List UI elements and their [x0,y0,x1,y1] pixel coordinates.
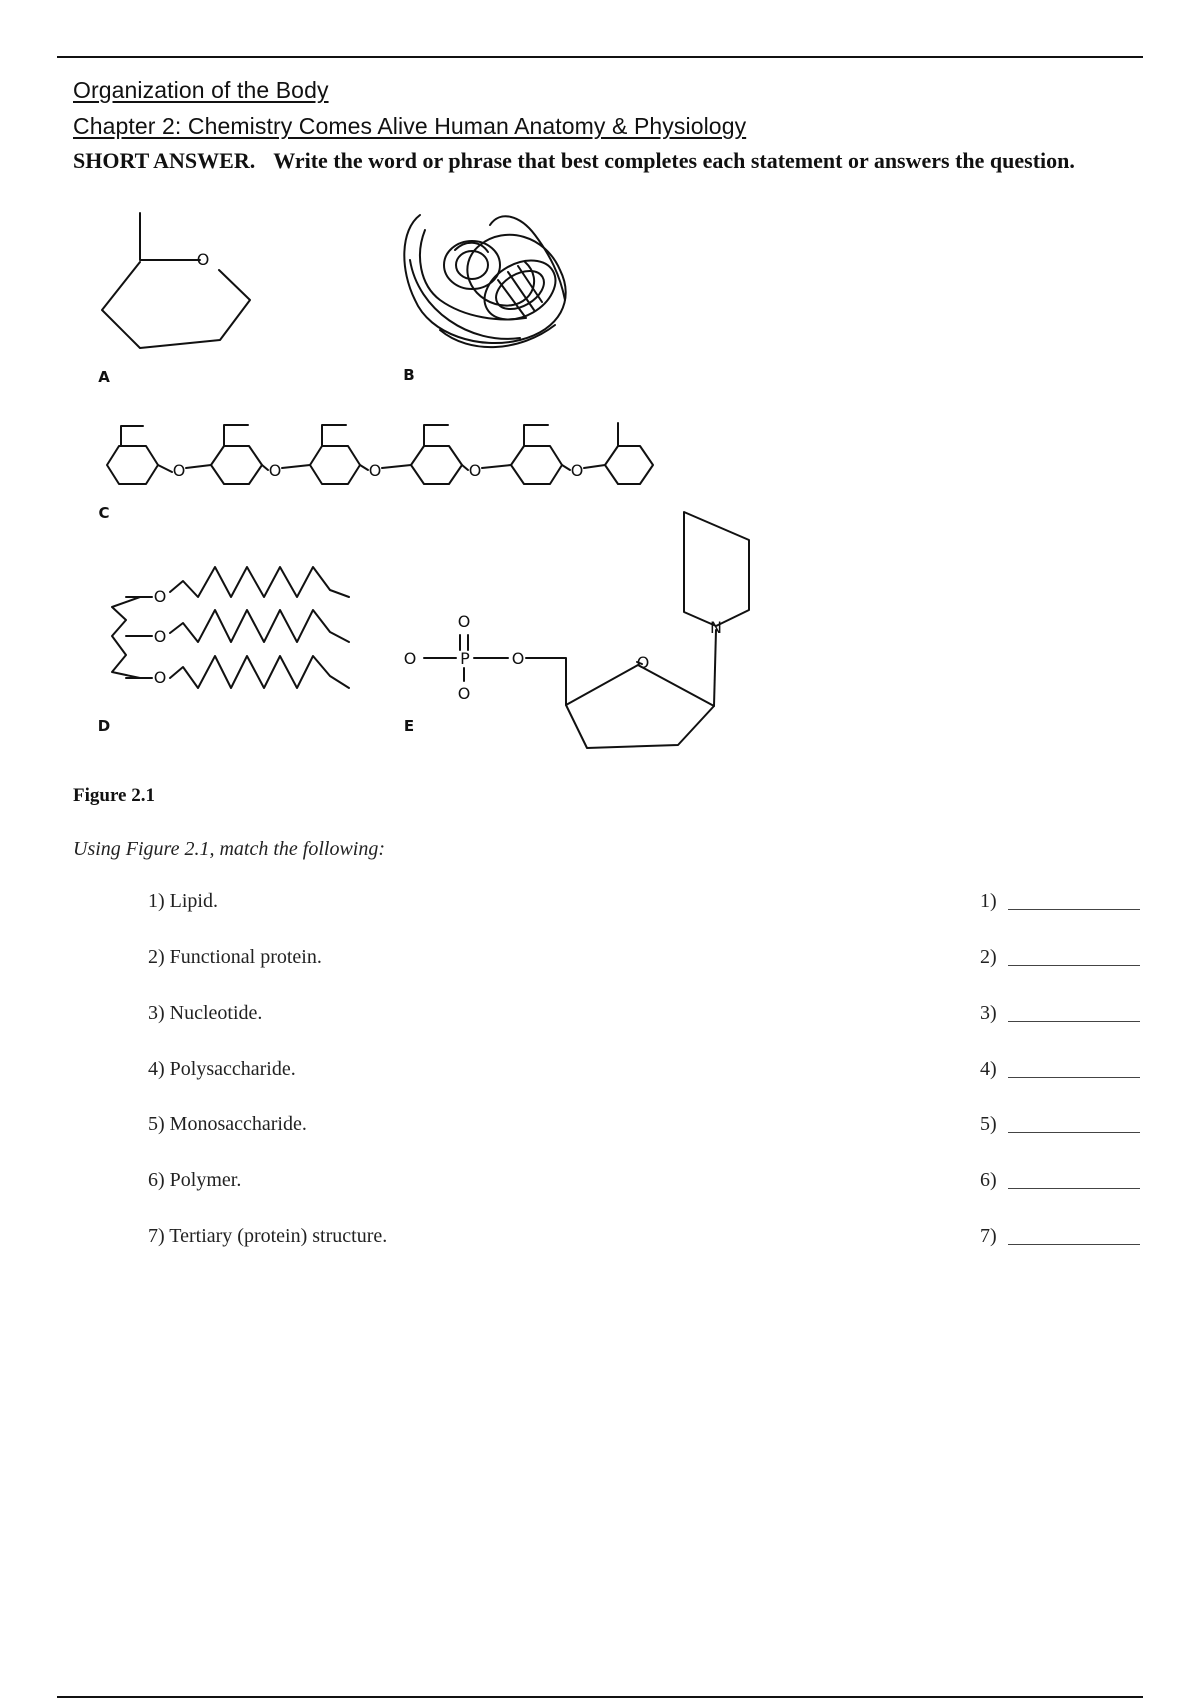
label-d: D [97,717,111,735]
label-c-ox-4: O [468,461,482,480]
lipid-oxygen-3: O [153,668,167,687]
question-text: 5) Monosaccharide. [148,1113,307,1135]
phosphate-phosphorus: P [460,649,470,668]
label-e: E [403,717,415,735]
label-a: A [98,368,110,386]
instructions-lead: SHORT ANSWER. [73,148,256,173]
question-row [0,1002,1200,1032]
label-c-ox-5: O [570,461,584,480]
match-prompt: Using Figure 2.1, match the following: [73,838,386,860]
lipid-oxygen-2: O [153,627,167,646]
phosphate-oxygen-right: O [511,649,525,668]
label-c-ox-3: O [368,461,382,480]
question-text: 1) Lipid. [148,890,218,912]
question-row [0,946,1200,976]
phosphate-oxygen-top: O [457,612,471,631]
label-c: C [98,504,110,522]
answer-number: 6) [980,1169,997,1191]
structure-e-nucleotide [424,512,749,748]
answer-blank[interactable] [1008,1021,1140,1022]
page-title: Organization of the Body [73,77,329,103]
label-c-ox-1: O [172,461,186,480]
base-nitrogen: N [710,618,722,637]
answer-blank[interactable] [1008,1077,1140,1078]
label-b: B [403,366,415,384]
instructions-text: Write the word or phrase that best completes each statement or answers the question. [273,148,1075,173]
answer-number: 3) [980,1002,997,1024]
label-c-ox-2: O [268,461,282,480]
question-text: 3) Nucleotide. [148,1002,263,1024]
bottom-rule [57,1696,1143,1698]
phosphate-oxygen-left: O [403,649,417,668]
figure-2-1 [0,0,1200,780]
answer-blank[interactable] [1008,1244,1140,1245]
phosphate-oxygen-bottom: O [457,684,471,703]
answer-number: 7) [980,1225,997,1247]
answer-blank[interactable] [1008,1132,1140,1133]
lipid-oxygen-1: O [153,587,167,606]
sugar-ring-oxygen: O [636,653,650,672]
chapter-title: Chapter 2: Chemistry Comes Alive Human Anatomy & Physiology [73,113,747,139]
answer-number: 2) [980,946,997,968]
answer-blank[interactable] [1008,909,1140,910]
answer-number: 1) [980,890,997,912]
question-text: 6) Polymer. [148,1169,242,1191]
question-row [0,1169,1200,1199]
answer-blank[interactable] [1008,965,1140,966]
structure-b-protein [404,215,566,347]
question-text: 2) Functional protein. [148,946,322,968]
structure-d-lipid [112,567,349,688]
answer-number: 5) [980,1113,997,1135]
figure-caption: Figure 2.1 [73,785,155,806]
question-row [0,890,1200,920]
question-row [0,1225,1200,1255]
question-text: 4) Polysaccharide. [148,1058,296,1080]
question-text: 7) Tertiary (protein) structure. [148,1225,388,1247]
ring-oxygen-a: O [196,250,210,269]
question-row [0,1113,1200,1143]
answer-blank[interactable] [1008,1188,1140,1189]
answer-number: 4) [980,1058,997,1080]
question-row [0,1058,1200,1088]
structure-a-monosaccharide [102,213,250,348]
